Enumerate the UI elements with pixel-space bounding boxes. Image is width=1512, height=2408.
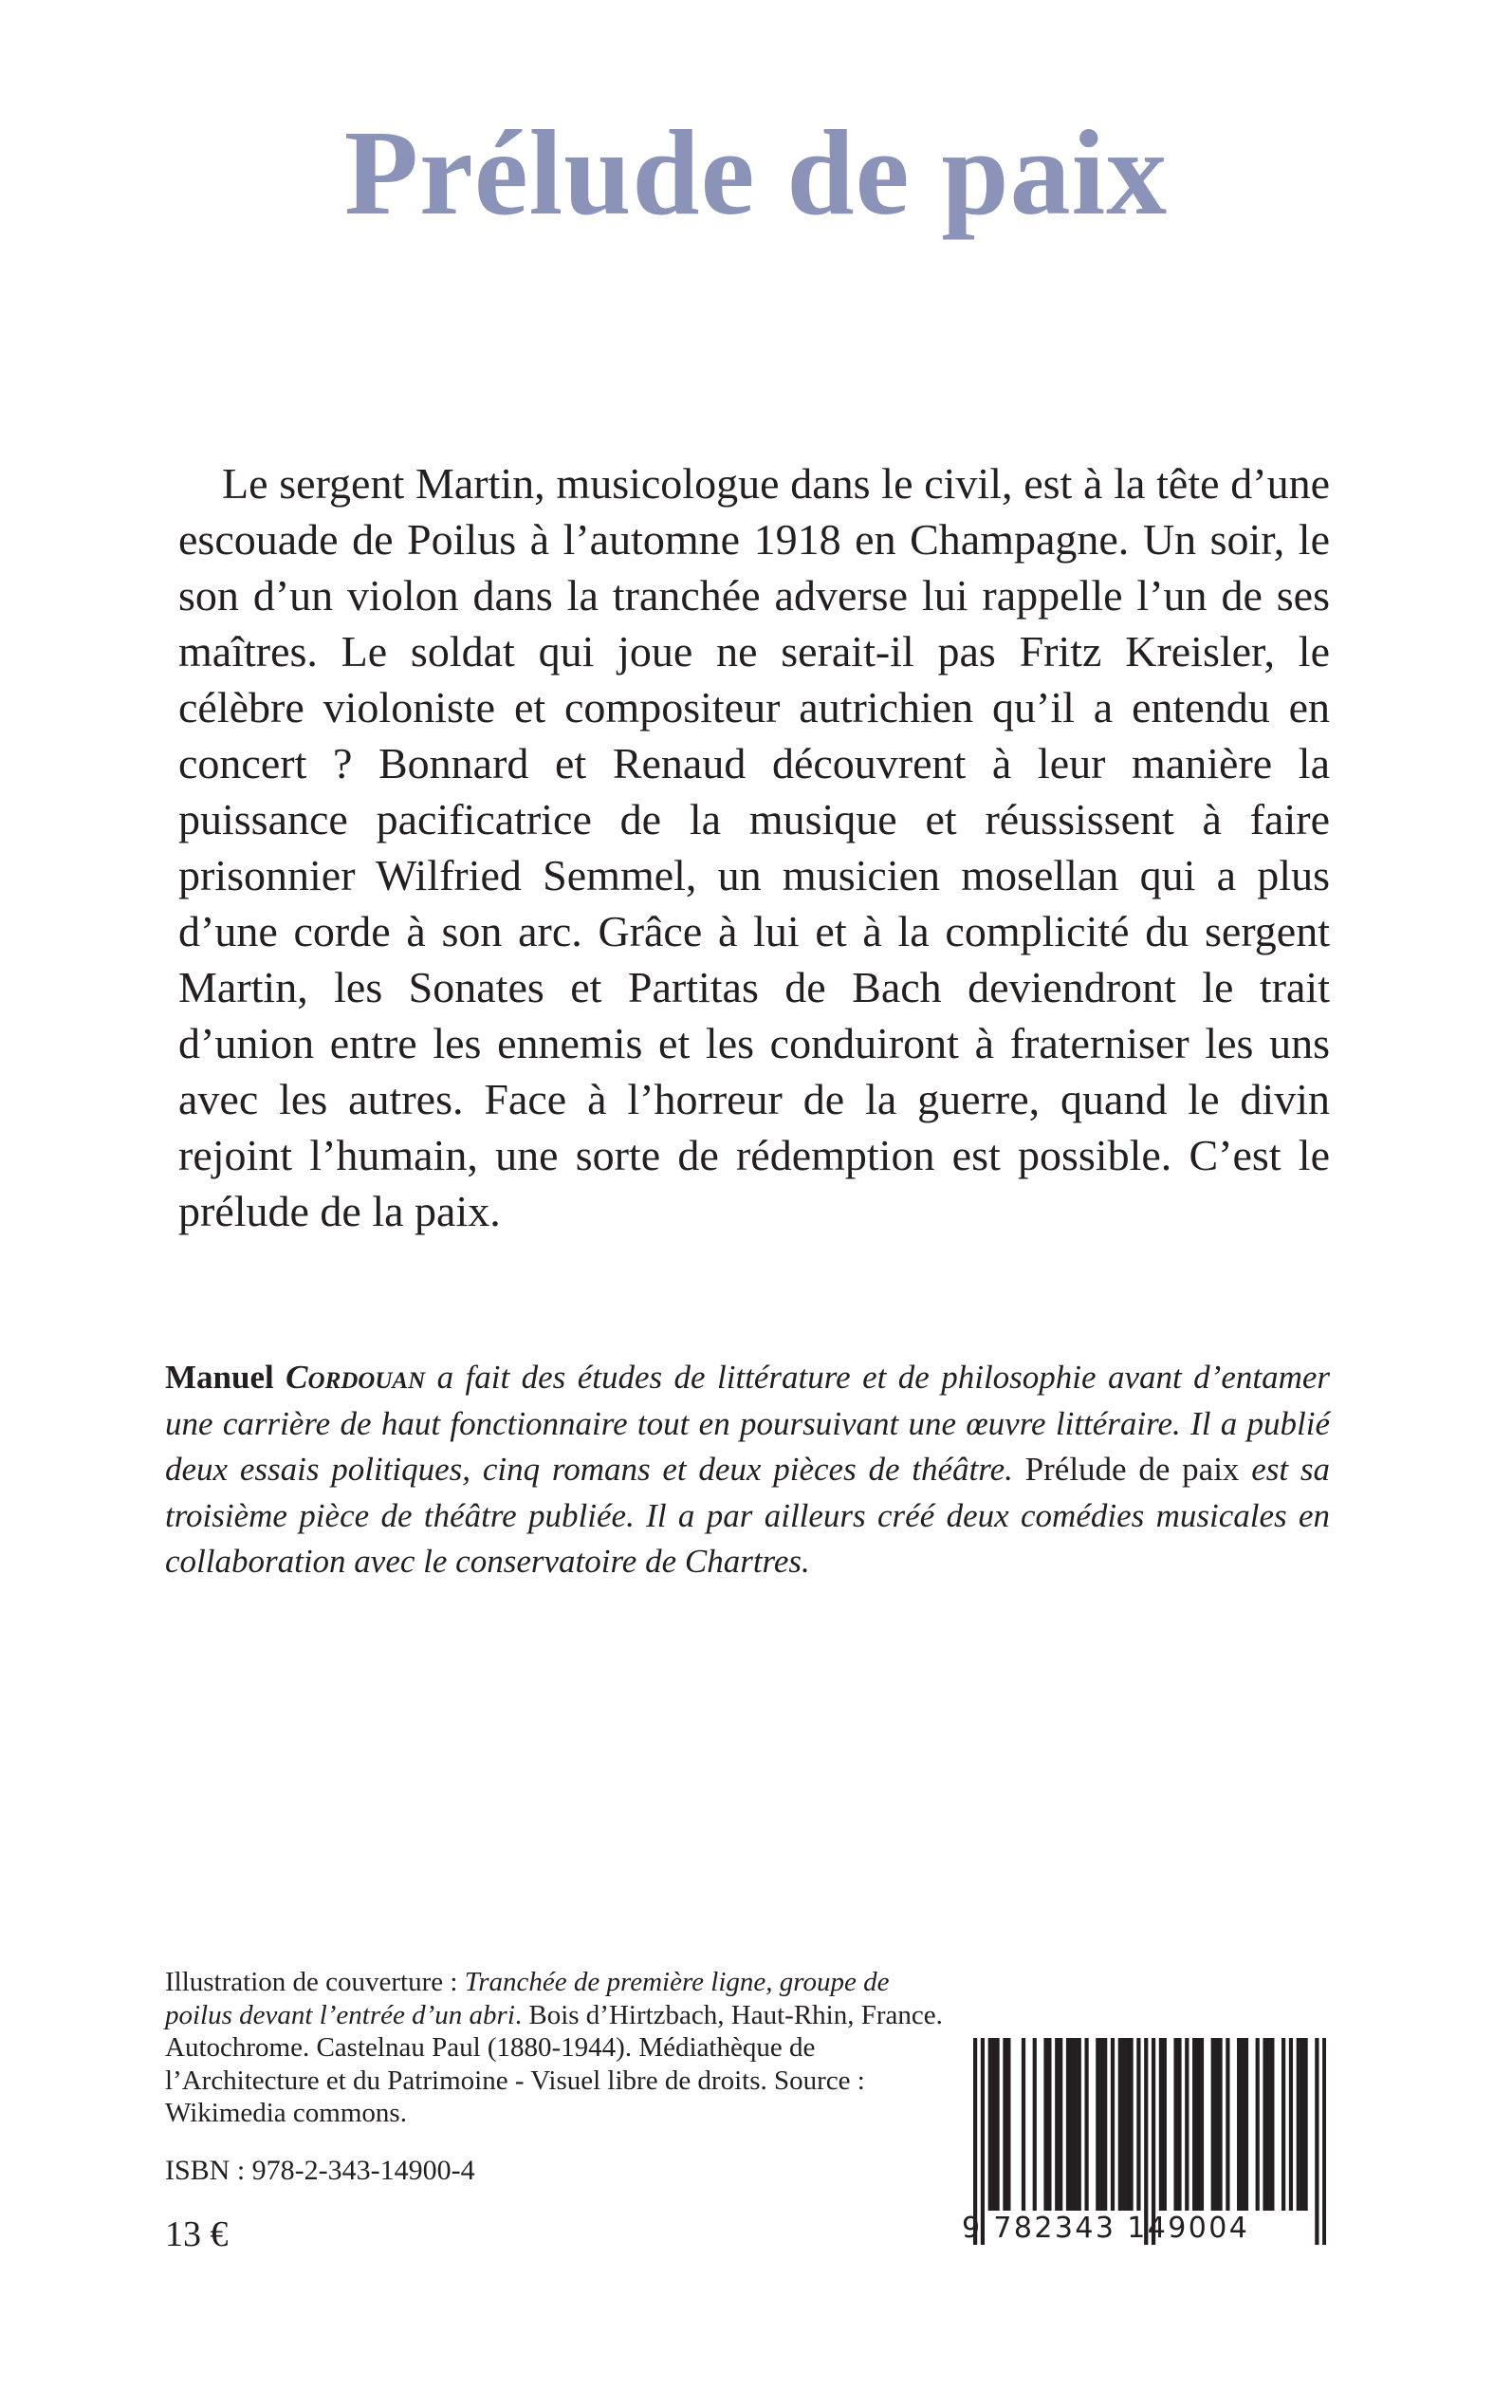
author-bio [165,1355,1330,1585]
credits-work-title: Tranchée de première ligne, groupe de poilus devant l’entrée d’un abri [165,1967,890,2030]
bio-text-2: est sa troisième pièce de théâtre publiée. Il a par ailleurs créé deux comédies musicales en collaboration avec le conservatoire de Chartres. [165,1451,1330,1580]
barcode-bar [1136,2038,1140,2211]
barcode-bar [1126,2038,1130,2211]
bio-text-1: a fait des études de littérature et de philosophie avant d’entamer une carrière de haut fonctionnaire tout en poursuivant une œuvre littéraire. Il a publié deux essais politiques, cinq romans et deux pièces de théâtre. [165,1359,1331,1488]
barcode-bar [992,2038,996,2211]
barcode-bar [1059,2038,1062,2211]
barcode-bar [988,2038,992,2211]
barcode-bar [1282,2038,1285,2211]
barcode-bar [1074,2038,1078,2211]
credits-label: Illustration de couverture : [165,1967,458,1997]
author-first-name: Manuel [165,1359,274,1396]
barcode-bar [1047,2038,1051,2211]
barcode-bar [1096,2038,1099,2211]
barcode-bar [1300,2038,1304,2211]
credits-details: . Bois d’Hirtzbach, Haut-Rhin, France. Autochrome. Castelnau Paul (1880-1944). Médiathèque de l’Architecture et du Patrimoine - Visuel libre de droits. Source : Wikimedia commons. [165,1999,943,2128]
barcode-bar [1237,2038,1241,2211]
barcode-bar [1159,2038,1163,2211]
barcode-bar [1200,2038,1204,2211]
barcode-bar [1006,2038,1010,2211]
book-title: Prélude de paix [343,105,1169,240]
barcode-bar [1129,2038,1133,2211]
barcode-bar [1226,2038,1229,2211]
barcode-bar [1211,2038,1215,2211]
barcode-bar [1084,2038,1088,2211]
barcode-bar [1270,2038,1274,2211]
barcode-bar [1196,2038,1200,2211]
summary-paragraph: Le sergent Martin, musicologue dans le civil, est à la tête d’une escouade de Poilus à l’automne 1918 en Champagne. Un soir, le son d’un violon dans la tranchée adverse lui rappelle l’un de ses maîtres. Le soldat qui joue ne serait-il pas Fritz Kreisler, le célèbre violoniste et compositeur autrichien qu’il a entendu en concert ? Bonnard et Renaud découvrent à leur manière la puissance pacificatrice de la musique et réussissent à faire prisonnier Wilfried Semmel, un musicien mosellan qui a plus d’une corde à son arc. Grâce à lui et à la complicité du sergent Martin, les Sonates et Partitas de Bach deviendront le trait d’union entre les ennemis et les conduiront à fraterniser les uns avec les autres. Face à l’horreur de la guerre, quand le divin rejoint l’humain, une sorte de rédemption est possible. C’est le prélude de la paix. [178,459,1330,1235]
isbn: ISBN : 978-2-343-14900-4 [165,2155,475,2186]
author-last-name: Cordouan [286,1359,426,1396]
barcode-bar [1215,2038,1219,2211]
barcode-bar [1003,2038,1006,2211]
barcode-bar [1263,2038,1266,2211]
barcode-bar [1103,2038,1107,2211]
barcode-bar [1118,2038,1122,2211]
barcode-bar [1192,2038,1196,2211]
barcode-bar [1122,2038,1126,2211]
barcode-bar [1043,2038,1047,2211]
bio-book-title: Prélude de paix [1024,1451,1240,1488]
barcode-bar [1266,2038,1270,2211]
price: 13 € [165,2214,229,2254]
barcode-bar [1218,2038,1222,2211]
barcode-bar [1297,2038,1300,2211]
barcode-bar [1022,2038,1025,2211]
barcode-bar [1304,2038,1308,2211]
cover-credits [165,1966,943,2130]
barcode-bar [1111,2038,1115,2211]
barcode-bar [1173,2038,1177,2211]
barcode-bar [1066,2038,1070,2211]
barcode-bar [995,2038,999,2211]
barcode-bar [1256,2038,1260,2211]
barcode-bar [1185,2038,1189,2211]
barcode-bar [1245,2038,1248,2211]
barcode-bar [1163,2038,1167,2211]
barcode-bar [1033,2038,1037,2211]
barcode-digits: 9 782343 149004 [962,2212,1250,2245]
barcode-bar [1078,2038,1081,2211]
barcode-bar [1241,2038,1245,2211]
barcode-bar [1055,2038,1059,2211]
barcode-bar [1099,2038,1103,2211]
barcode-bar [1177,2038,1181,2211]
barcode-bar [1070,2038,1074,2211]
barcode-bar [1289,2038,1293,2211]
